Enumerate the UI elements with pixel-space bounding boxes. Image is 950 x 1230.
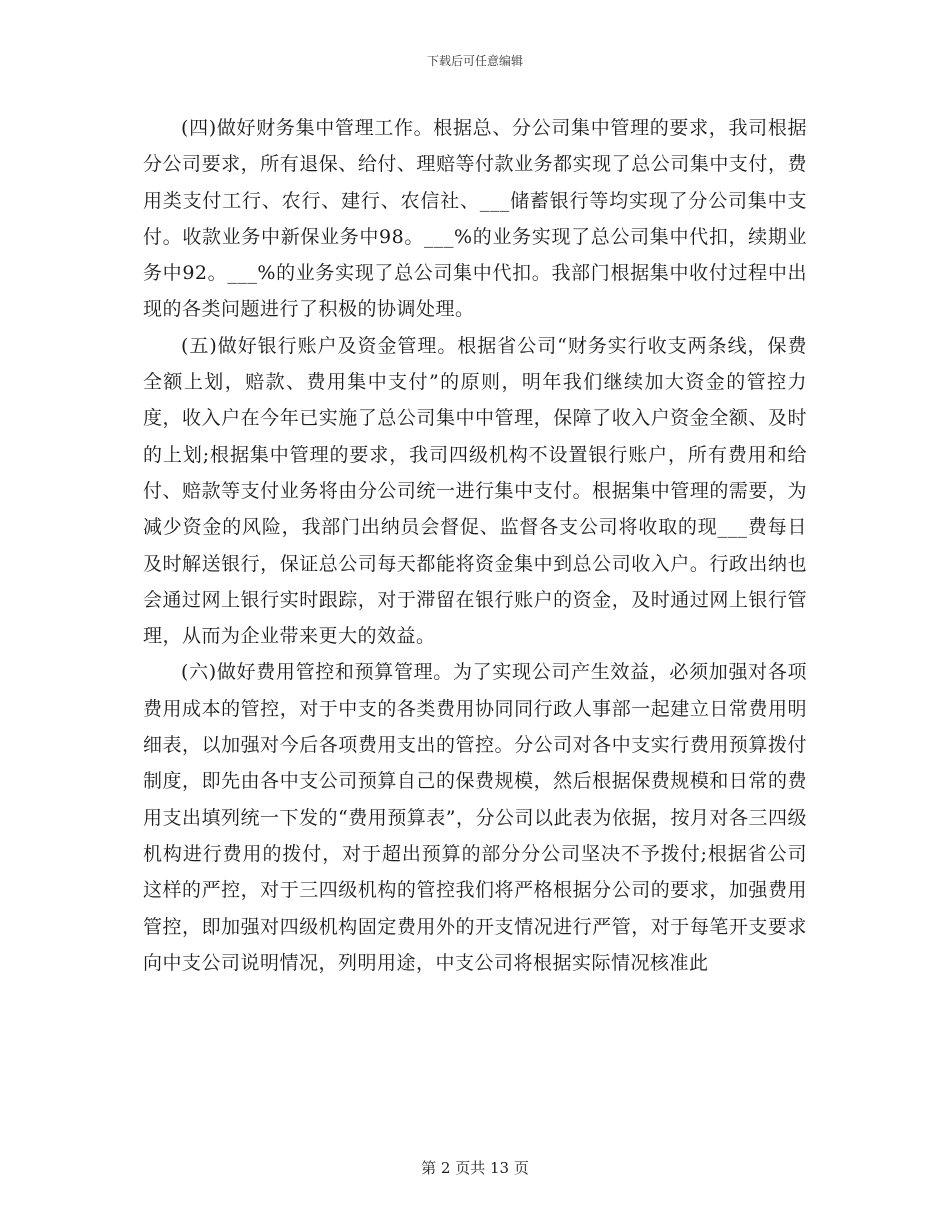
page-header: 下载后可任意编辑 xyxy=(426,54,523,68)
paragraph-4-finance-centralization: (四)做好财务集中管理工作。根据总、分公司集中管理的要求，我司根据分公司要求，所有退保、给付、理赔等付款业务都实现了总公司集中支付，费用类支付工行、农行、建行、农信社、___储蓄银行等均实现了分公司集中支付。收款业务中新保业务中98。___%的业务实现了总公司集中代扣，续期业务中92。___%的业务实现了总公司集中代扣。我部门根据集中收付过程中出现的各类问题进行了积极的协调处理。 xyxy=(143,117,807,321)
document-body xyxy=(143,110,807,981)
paragraph-6-expense-budget-management: (六)做好费用管控和预算管理。为了实现公司产生效益，必须加强对各项费用成本的管控，对于中支的各类费用协同同行政人事部一起建立日常费用明细表，以加强对今后各项费用支出的管控。分公司对各中支实行费用预算拨付制度，即先由各中支公司预算自己的保费规模，然后根据保费规模和日常的费用支出填列统一下发的“费用预算表”，分公司以此表为依据，按月对各三四级机构进行费用的拨付，对于超出预算的部分分公司坚决不予拨付;根据省公司这样的严控，对于三四级机构的管控我们将严格根据分公司的要求，加强费用管控，即加强对四级机构固定费用外的开支情况进行严管，对于每笔开支要求向中支公司说明情况，列明用途，中支公司将根据实际情况核准此 xyxy=(143,661,807,974)
page-number: 第 2 页共 13 页 xyxy=(421,1159,529,1177)
paragraph-5-bank-account-management: (五)做好银行账户及资金管理。根据省公司“财务实行收支两条线，保费全额上划，赔款、费用集中支付”的原则，明年我们继续加大资金的管控力度，收入户在今年已实施了总公司集中中管理，保障了收入户资金全额、及时的上划;根据集中管理的要求，我司四级机构不设置银行账户，所有费用和给付、赔款等支付业务将由分公司统一进行集中支付。根据集中管理的需要，为减少资金的风险，我部门出纳员会督促、监督各支公司将收取的现___费每日及时解送银行，保证总公司每天都能将资金集中到总公司收入户。行政出纳也会通过网上银行实时跟踪，对于滞留在银行账户的资金，及时通过网上银行管理，从而为企业带来更大的效益。 xyxy=(143,334,807,648)
